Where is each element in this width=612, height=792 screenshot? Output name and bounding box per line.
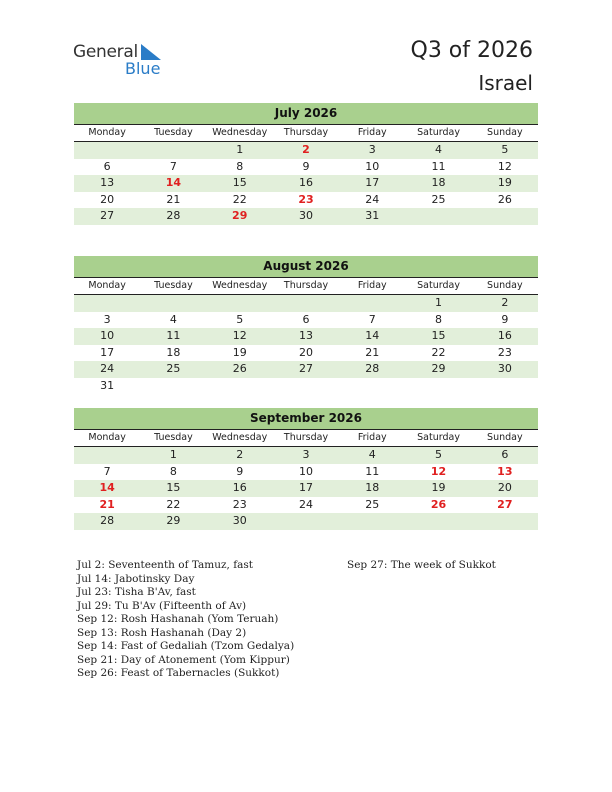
month-title: July 2026 bbox=[74, 103, 538, 125]
day-cell: 8 bbox=[236, 159, 244, 173]
day-cell: 26 bbox=[430, 497, 447, 511]
day-cell: 7 bbox=[368, 312, 376, 326]
logo-general-text: General bbox=[73, 42, 138, 62]
weekday-label: Thursday bbox=[283, 432, 329, 443]
day-cell bbox=[472, 513, 538, 530]
day-cell: 14 bbox=[365, 329, 380, 342]
day-cell: 1 bbox=[236, 143, 244, 156]
weekday-label: Monday bbox=[88, 280, 126, 291]
day-cell: 2 bbox=[236, 448, 244, 461]
note-item: Sep 21: Day of Atonement (Yom Kippur) bbox=[77, 653, 290, 666]
weekday-label: Friday bbox=[357, 127, 387, 138]
day-cell: 25 bbox=[365, 497, 380, 511]
day-cell: 20 bbox=[100, 192, 115, 206]
day-cell bbox=[273, 513, 339, 530]
day-cell: 5 bbox=[236, 312, 244, 326]
month-july bbox=[74, 103, 538, 225]
day-cell: 28 bbox=[166, 209, 181, 222]
day-cell: 30 bbox=[497, 362, 512, 375]
day-cell: 29 bbox=[431, 362, 446, 375]
day-cell: 4 bbox=[435, 143, 443, 156]
note-item: Sep 26: Feast of Tabernacles (Sukkot) bbox=[77, 667, 280, 679]
weekday-header-row bbox=[74, 430, 538, 447]
note-item: Sep 14: Fast of Gedaliah (Tzom Gedalya) bbox=[77, 640, 295, 652]
logo bbox=[73, 42, 173, 78]
day-cell: 24 bbox=[298, 497, 313, 511]
day-cell bbox=[140, 378, 206, 395]
weekday-label: Saturday bbox=[417, 432, 460, 443]
day-cell: 7 bbox=[169, 159, 177, 173]
day-cell bbox=[207, 295, 273, 312]
day-cell bbox=[74, 295, 140, 312]
day-cell bbox=[405, 513, 471, 530]
weekday-label: Saturday bbox=[417, 280, 460, 291]
day-cell: 24 bbox=[100, 362, 115, 375]
day-cell: 27 bbox=[298, 362, 313, 375]
day-cell: 30 bbox=[298, 209, 313, 222]
week-row bbox=[74, 464, 538, 481]
day-cell bbox=[472, 208, 538, 225]
week-row bbox=[74, 175, 538, 192]
month-august bbox=[74, 256, 538, 394]
weekday-label: Friday bbox=[357, 280, 387, 291]
weekday-label: Sunday bbox=[487, 432, 523, 443]
logo-blue-text: Blue bbox=[125, 59, 161, 78]
day-cell: 12 bbox=[232, 329, 247, 342]
weekday-header-row bbox=[74, 125, 538, 142]
day-cell: 12 bbox=[430, 464, 447, 478]
day-cell: 8 bbox=[435, 312, 443, 326]
day-cell: 13 bbox=[298, 329, 313, 342]
day-cell: 23 bbox=[497, 345, 512, 359]
day-cell: 11 bbox=[166, 329, 181, 342]
day-cell: 30 bbox=[232, 514, 247, 527]
week-row bbox=[74, 345, 538, 362]
holiday-notes-left bbox=[77, 559, 294, 681]
day-cell: 18 bbox=[166, 345, 181, 359]
weekday-label: Tuesday bbox=[154, 432, 193, 443]
day-cell: 17 bbox=[298, 481, 313, 494]
week-row bbox=[74, 142, 538, 159]
day-cell: 10 bbox=[100, 329, 115, 342]
day-cell bbox=[405, 378, 471, 395]
day-cell: 5 bbox=[501, 143, 509, 156]
day-cell bbox=[273, 295, 339, 312]
day-cell: 26 bbox=[497, 192, 512, 206]
note-item: Sep 13: Rosh Hashanah (Day 2) bbox=[77, 626, 247, 639]
day-cell bbox=[339, 513, 405, 530]
day-cell: 24 bbox=[365, 192, 380, 206]
day-cell: 15 bbox=[431, 329, 446, 342]
day-cell: 23 bbox=[298, 192, 314, 206]
day-cell: 13 bbox=[497, 464, 513, 478]
day-cell: 31 bbox=[100, 378, 115, 392]
day-cell: 2 bbox=[501, 296, 509, 309]
day-cell: 12 bbox=[497, 159, 512, 173]
day-cell: 21 bbox=[365, 345, 380, 359]
month-september bbox=[74, 408, 538, 530]
week-row bbox=[74, 447, 538, 464]
note-item: Sep 12: Rosh Hashanah (Yom Teruah) bbox=[77, 613, 279, 625]
weekday-label: Saturday bbox=[417, 127, 460, 138]
day-cell: 1 bbox=[169, 448, 177, 461]
day-cell: 17 bbox=[365, 176, 380, 189]
day-cell: 16 bbox=[497, 329, 512, 342]
page-title: Q3 of 2026 bbox=[410, 38, 533, 63]
week-row bbox=[74, 295, 538, 312]
day-cell: 11 bbox=[431, 159, 446, 173]
note-item: Jul 14: Jabotinsky Day bbox=[77, 572, 195, 585]
day-cell: 6 bbox=[302, 312, 310, 326]
weekday-label: Wednesday bbox=[212, 127, 268, 138]
day-cell: 4 bbox=[368, 448, 376, 461]
week-row bbox=[74, 312, 538, 329]
day-cell: 20 bbox=[298, 345, 313, 359]
day-cell: 3 bbox=[302, 448, 310, 461]
day-cell: 2 bbox=[302, 143, 310, 156]
day-cell: 4 bbox=[169, 312, 177, 326]
weekday-label: Sunday bbox=[487, 127, 523, 138]
country-title: Israel bbox=[478, 71, 533, 95]
day-cell: 15 bbox=[232, 176, 247, 189]
day-cell: 15 bbox=[166, 481, 181, 494]
day-cell bbox=[74, 447, 140, 464]
day-cell: 14 bbox=[99, 481, 115, 494]
week-row bbox=[74, 497, 538, 514]
day-cell: 21 bbox=[99, 497, 115, 511]
day-cell: 10 bbox=[365, 159, 380, 173]
day-cell: 1 bbox=[435, 296, 443, 309]
day-cell: 19 bbox=[232, 345, 247, 359]
day-cell bbox=[405, 208, 471, 225]
weekday-label: Sunday bbox=[487, 280, 523, 291]
day-cell: 18 bbox=[365, 481, 380, 494]
weekday-header-row bbox=[74, 278, 538, 295]
weekday-label: Wednesday bbox=[212, 280, 268, 291]
day-cell: 22 bbox=[431, 345, 446, 359]
day-cell: 20 bbox=[497, 481, 512, 494]
week-row bbox=[74, 208, 538, 225]
day-cell: 21 bbox=[166, 192, 181, 206]
day-cell: 25 bbox=[431, 192, 446, 206]
day-cell bbox=[74, 142, 140, 159]
day-cell: 22 bbox=[232, 192, 247, 206]
day-cell: 10 bbox=[298, 464, 313, 478]
day-cell: 27 bbox=[497, 497, 513, 511]
note-item: Sep 27: The week of Sukkot bbox=[347, 559, 496, 571]
day-cell: 27 bbox=[100, 209, 115, 222]
day-cell bbox=[472, 378, 538, 395]
day-cell: 14 bbox=[165, 176, 182, 189]
day-cell: 26 bbox=[232, 362, 247, 375]
day-cell: 29 bbox=[166, 514, 181, 527]
day-cell bbox=[339, 295, 405, 312]
day-cell: 16 bbox=[232, 481, 247, 494]
day-cell: 13 bbox=[100, 176, 115, 189]
day-cell: 28 bbox=[365, 362, 380, 375]
weekday-label: Tuesday bbox=[154, 127, 193, 138]
week-row bbox=[74, 159, 538, 176]
day-cell: 28 bbox=[100, 514, 115, 527]
day-cell: 23 bbox=[232, 497, 247, 511]
day-cell: 6 bbox=[501, 448, 509, 461]
day-cell: 19 bbox=[497, 176, 512, 189]
week-row bbox=[74, 378, 538, 395]
day-cell: 8 bbox=[169, 464, 177, 478]
note-item: Jul 2: Seventeenth of Tamuz, fast bbox=[77, 559, 253, 571]
note-item: Jul 29: Tu B'Av (Fifteenth of Av) bbox=[77, 599, 247, 612]
day-cell: 9 bbox=[302, 159, 310, 173]
weekday-label: Tuesday bbox=[154, 280, 193, 291]
weekday-label: Thursday bbox=[283, 127, 329, 138]
weekday-label: Monday bbox=[88, 127, 126, 138]
month-title: August 2026 bbox=[74, 256, 538, 278]
day-cell: 9 bbox=[501, 312, 509, 326]
day-cell: 17 bbox=[100, 345, 115, 359]
day-cell: 11 bbox=[365, 464, 380, 478]
day-cell: 18 bbox=[431, 176, 446, 189]
day-cell: 3 bbox=[368, 143, 376, 156]
day-cell: 5 bbox=[435, 448, 443, 461]
day-cell: 25 bbox=[166, 362, 181, 375]
day-cell: 31 bbox=[365, 209, 380, 222]
week-row bbox=[74, 361, 538, 378]
day-cell: 9 bbox=[236, 464, 244, 478]
weekday-label: Wednesday bbox=[212, 432, 268, 443]
holiday-notes-right bbox=[347, 559, 496, 573]
day-cell: 16 bbox=[298, 176, 313, 189]
day-cell bbox=[273, 378, 339, 395]
day-cell: 19 bbox=[431, 481, 446, 494]
week-row bbox=[74, 513, 538, 530]
month-title: September 2026 bbox=[74, 408, 538, 430]
weekday-label: Monday bbox=[88, 432, 126, 443]
day-cell bbox=[339, 378, 405, 395]
day-cell: 6 bbox=[103, 159, 111, 173]
day-cell bbox=[140, 295, 206, 312]
day-cell: 29 bbox=[232, 209, 248, 222]
week-row bbox=[74, 192, 538, 209]
day-cell bbox=[207, 378, 273, 395]
note-item: Jul 23: Tisha B'Av, fast bbox=[77, 586, 196, 598]
day-cell bbox=[140, 142, 206, 159]
week-row bbox=[74, 328, 538, 345]
day-cell: 22 bbox=[166, 497, 181, 511]
weekday-label: Thursday bbox=[283, 280, 329, 291]
day-cell: 7 bbox=[103, 464, 111, 478]
week-row bbox=[74, 480, 538, 497]
day-cell: 3 bbox=[103, 312, 111, 326]
weekday-label: Friday bbox=[357, 432, 387, 443]
